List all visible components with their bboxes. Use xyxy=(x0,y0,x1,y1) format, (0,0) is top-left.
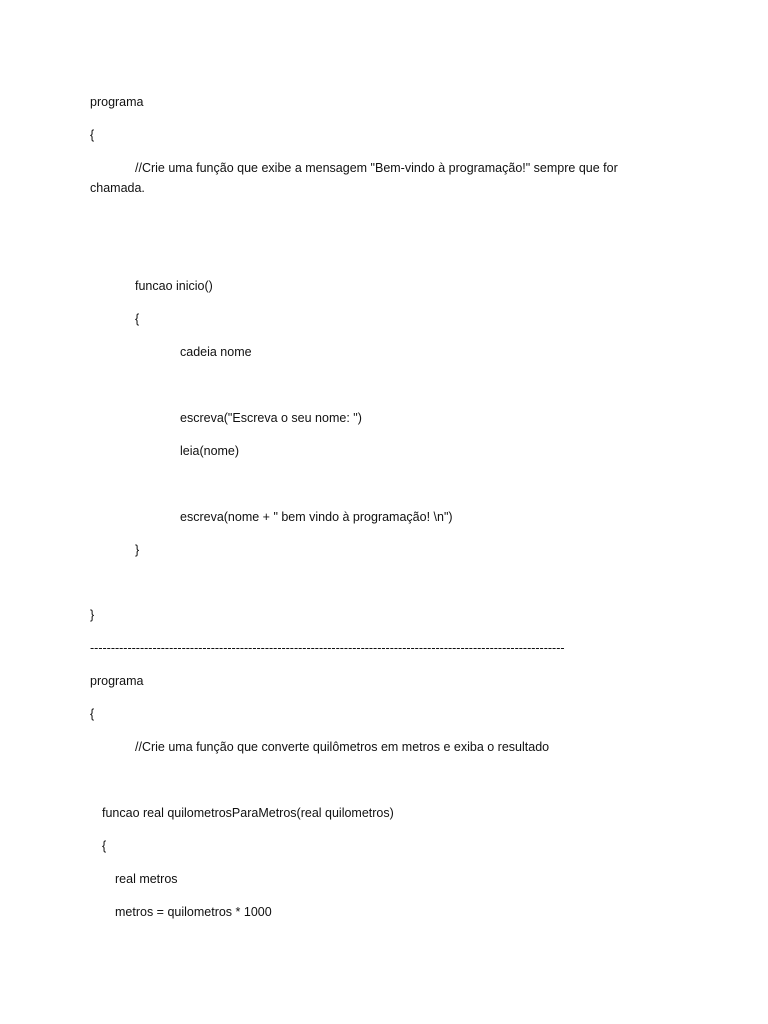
code-line-func-close: } xyxy=(135,543,140,557)
code-line-func-open-2: { xyxy=(102,839,107,853)
code-line-write-welcome: escreva(nome + " bem vindo à programação! \n") xyxy=(180,510,453,524)
code-line-var-decl: cadeia nome xyxy=(180,345,252,359)
code-line-write-prompt: escreva("Escreva o seu nome: ") xyxy=(180,411,362,425)
code-line-programa-2: programa xyxy=(90,674,144,688)
separator-line: ------------------------------------------------------------------------------------------------------------------ xyxy=(90,641,565,655)
code-line-read: leia(nome) xyxy=(180,444,240,458)
comment-line-continuation: chamada. xyxy=(90,181,145,195)
code-line-open-brace: { xyxy=(90,128,95,142)
code-line-var-decl-2: real metros xyxy=(115,872,178,886)
comment-line-2: //Crie uma função que converte quilômetros em metros e exiba o resultado xyxy=(135,740,550,754)
code-line-assign: metros = quilometros * 1000 xyxy=(115,905,272,919)
code-line-func-decl: funcao inicio() xyxy=(135,279,213,293)
code-line-close-brace: } xyxy=(90,608,95,622)
code-line-open-brace-2: { xyxy=(90,707,95,721)
code-line-programa: programa xyxy=(90,95,144,109)
code-line-func-open: { xyxy=(135,312,140,326)
comment-line: //Crie uma função que exibe a mensagem "Bem-vindo à programação!" sempre que for xyxy=(135,161,618,175)
code-line-func-decl-2: funcao real quilometrosParaMetros(real quilometros) xyxy=(102,806,394,820)
